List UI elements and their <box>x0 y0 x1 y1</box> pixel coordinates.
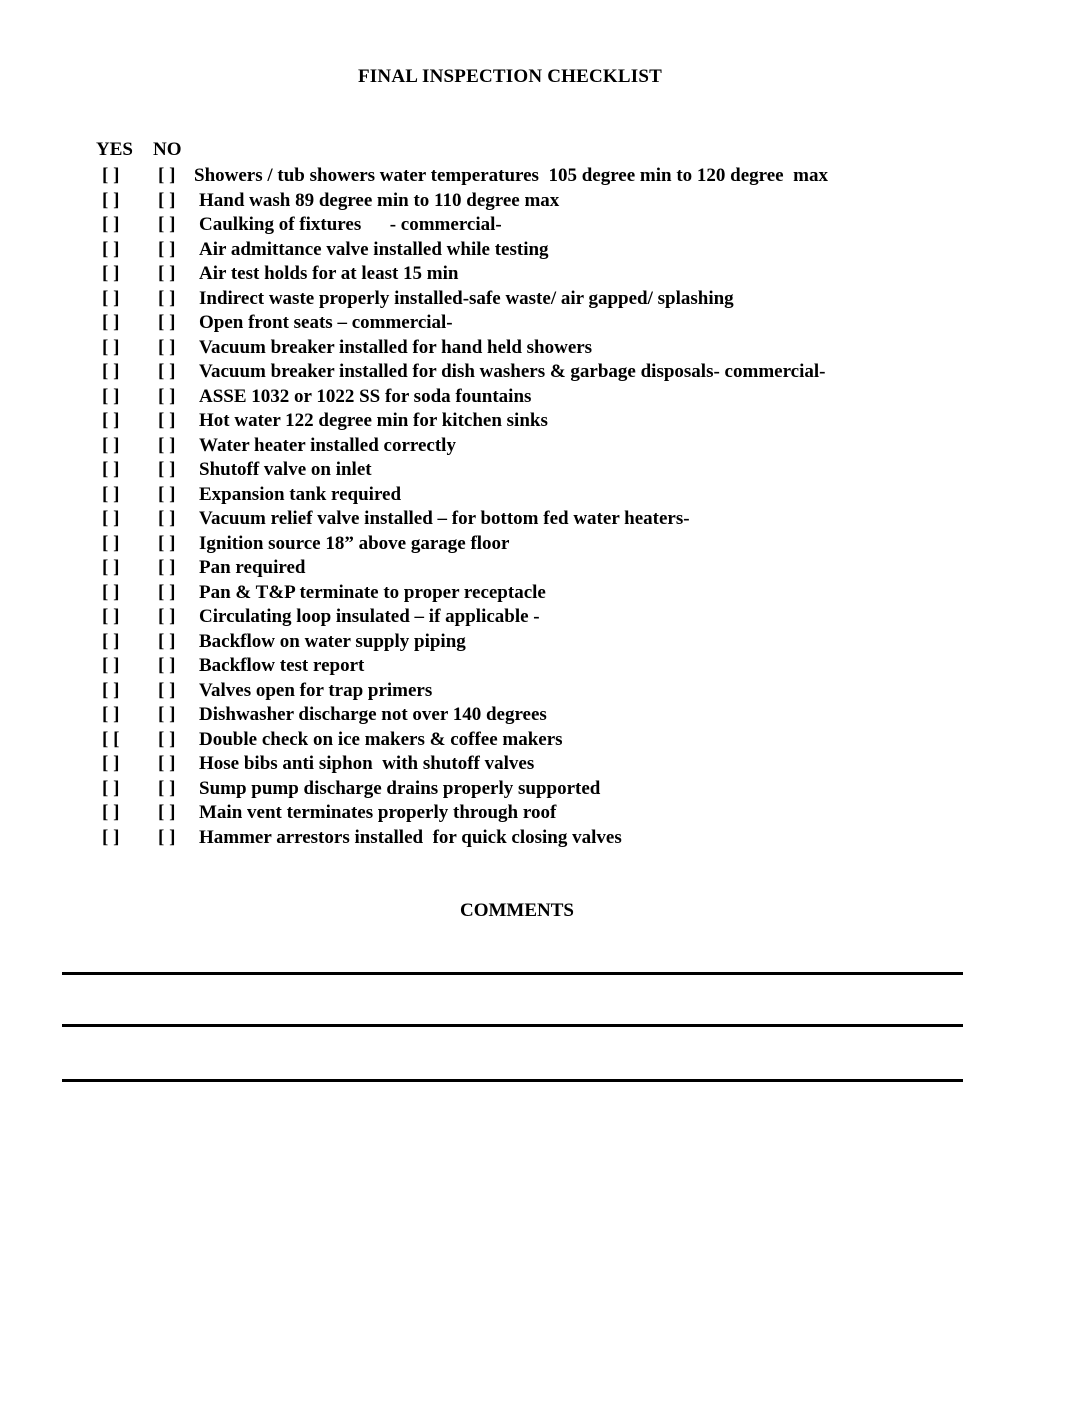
yes-checkbox[interactable]: [ ] <box>102 214 120 235</box>
checklist-item <box>0 287 1088 312</box>
yes-checkbox[interactable]: [ ] <box>102 655 120 676</box>
yes-checkbox[interactable]: [ ] <box>102 483 120 505</box>
checklist-item-label: Main vent terminates properly through roof <box>199 802 557 823</box>
checklist-item-label: Water heater installed correctly <box>199 434 456 456</box>
yes-checkbox[interactable]: [ ] <box>102 287 120 309</box>
checklist-item <box>0 409 1088 434</box>
checklist-item-label: Shutoff valve on inlet <box>199 459 372 480</box>
no-checkbox[interactable]: [ ] <box>158 777 176 799</box>
yes-checkbox[interactable]: [ ] <box>102 679 120 701</box>
no-checkbox[interactable]: [ ] <box>158 189 176 211</box>
yes-checkbox[interactable]: [ ] <box>102 410 120 431</box>
no-checkbox[interactable]: [ ] <box>158 361 176 382</box>
no-checkbox[interactable]: [ ] <box>158 557 176 578</box>
checklist-item <box>0 189 1088 214</box>
checklist-item-label: Dishwasher discharge not over 140 degrees <box>199 704 547 725</box>
no-checkbox[interactable]: [ ] <box>158 238 176 260</box>
checklist-item-label: Double check on ice makers & coffee makers <box>199 728 563 750</box>
no-checkbox[interactable]: [ ] <box>158 263 176 284</box>
no-checkbox[interactable]: [ ] <box>158 704 176 725</box>
checklist-item-label: Indirect waste properly installed-safe waste/ air gapped/ splashing <box>199 287 734 309</box>
checklist-item-label: Ignition source 18” above garage floor <box>199 532 510 554</box>
yes-checkbox[interactable]: [ ] <box>102 165 120 186</box>
yes-checkbox[interactable]: [ ] <box>102 581 120 603</box>
checklist-item-label: Showers / tub showers water temperatures 105 degree min to 120 degree max <box>194 165 828 186</box>
checklist-item <box>0 605 1088 630</box>
no-checkbox[interactable]: [ ] <box>158 728 176 750</box>
comment-line[interactable] <box>62 1024 963 1027</box>
yes-checkbox[interactable]: [ ] <box>102 263 120 284</box>
no-checkbox[interactable]: [ ] <box>158 655 176 676</box>
yes-checkbox[interactable]: [ ] <box>102 361 120 382</box>
checklist-item <box>0 581 1088 606</box>
checklist-item <box>0 360 1088 385</box>
no-checkbox[interactable]: [ ] <box>158 802 176 823</box>
yes-checkbox[interactable]: [ ] <box>102 336 120 358</box>
checklist-item-label: Air test holds for at least 15 min <box>199 263 459 284</box>
checklist-item-label: Hammer arrestors installed for quick closing valves <box>199 826 622 848</box>
checklist-item <box>0 728 1088 753</box>
checklist-item <box>0 556 1088 581</box>
checklist-item <box>0 262 1088 287</box>
checklist-item <box>0 238 1088 263</box>
no-checkbox[interactable]: [ ] <box>158 606 176 627</box>
comment-line[interactable] <box>62 1079 963 1082</box>
yes-checkbox[interactable]: [ ] <box>102 606 120 627</box>
checklist-item-label: Expansion tank required <box>199 483 402 505</box>
checklist-item-label: Hand wash 89 degree min to 110 degree max <box>199 189 560 211</box>
checklist-item <box>0 630 1088 655</box>
no-checkbox[interactable]: [ ] <box>158 630 176 652</box>
checklist-item-label: Pan required <box>199 557 306 578</box>
checklist-item <box>0 654 1088 679</box>
checklist-item <box>0 385 1088 410</box>
checklist-item <box>0 801 1088 826</box>
checklist-item-label: Sump pump discharge drains properly supported <box>199 777 601 799</box>
checklist-item <box>0 213 1088 238</box>
no-checkbox[interactable]: [ ] <box>158 385 176 407</box>
yes-checkbox[interactable]: [ ] <box>102 312 120 333</box>
checklist-item-label: Air admittance valve installed while testing <box>199 238 549 260</box>
yes-checkbox[interactable]: [ ] <box>102 459 120 480</box>
checklist-item-label: Caulking of fixtures - commercial- <box>199 214 502 235</box>
yes-checkbox[interactable]: [ ] <box>102 630 120 652</box>
checklist-item-label: Circulating loop insulated – if applicable - <box>199 606 540 627</box>
no-checkbox[interactable]: [ ] <box>158 508 176 529</box>
no-checkbox[interactable]: [ ] <box>158 214 176 235</box>
checklist-item <box>0 336 1088 361</box>
yes-checkbox[interactable]: [ ] <box>102 826 120 848</box>
yes-checkbox[interactable]: [ ] <box>102 557 120 578</box>
checklist-item-label: Open front seats – commercial- <box>199 312 453 333</box>
no-checkbox[interactable]: [ ] <box>158 679 176 701</box>
checklist-item <box>0 777 1088 802</box>
inspection-checklist <box>0 164 1088 850</box>
no-column-header: NO <box>153 139 182 160</box>
yes-column-header: YES <box>96 139 133 160</box>
checklist-item <box>0 826 1088 851</box>
checklist-item <box>0 532 1088 557</box>
yes-checkbox[interactable]: [ ] <box>102 508 120 529</box>
checklist-item-label: Hose bibs anti siphon with shutoff valves <box>199 753 535 774</box>
no-checkbox[interactable]: [ ] <box>158 581 176 603</box>
checklist-item <box>0 752 1088 777</box>
checklist-item <box>0 703 1088 728</box>
checklist-item <box>0 507 1088 532</box>
checklist-item-label: Vacuum breaker installed for hand held showers <box>199 336 593 358</box>
no-checkbox[interactable]: [ ] <box>158 483 176 505</box>
checklist-item-label: Hot water 122 degree min for kitchen sinks <box>199 410 548 431</box>
yes-checkbox[interactable]: [ ] <box>102 777 120 799</box>
comments-heading: COMMENTS <box>460 900 574 921</box>
checklist-item <box>0 679 1088 704</box>
yes-checkbox[interactable]: [ ] <box>102 189 120 211</box>
checklist-item <box>0 164 1088 189</box>
checklist-item <box>0 483 1088 508</box>
page-title: FINAL INSPECTION CHECKLIST <box>358 66 662 87</box>
yes-checkbox[interactable]: [ [ <box>102 728 120 750</box>
checklist-item-label: Pan & T&P terminate to proper receptacle <box>199 581 546 603</box>
no-checkbox[interactable]: [ ] <box>158 287 176 309</box>
checklist-item-label: ASSE 1032 or 1022 SS for soda fountains <box>199 385 532 407</box>
no-checkbox[interactable]: [ ] <box>158 532 176 554</box>
no-checkbox[interactable]: [ ] <box>158 410 176 431</box>
yes-checkbox[interactable]: [ ] <box>102 385 120 407</box>
comment-line[interactable] <box>62 972 963 975</box>
checklist-item-label: Backflow test report <box>199 655 365 676</box>
no-checkbox[interactable]: [ ] <box>158 336 176 358</box>
no-checkbox[interactable]: [ ] <box>158 434 176 456</box>
no-checkbox[interactable]: [ ] <box>158 826 176 848</box>
checklist-item <box>0 434 1088 459</box>
checklist-item <box>0 311 1088 336</box>
yes-checkbox[interactable]: [ ] <box>102 434 120 456</box>
checklist-item <box>0 458 1088 483</box>
checklist-item-label: Valves open for trap primers <box>199 679 433 701</box>
yes-checkbox[interactable]: [ ] <box>102 802 120 823</box>
no-checkbox[interactable]: [ ] <box>158 165 176 186</box>
yes-checkbox[interactable]: [ ] <box>102 704 120 725</box>
yes-checkbox[interactable]: [ ] <box>102 753 120 774</box>
checklist-item-label: Vacuum relief valve installed – for bottom fed water heaters- <box>199 508 690 529</box>
no-checkbox[interactable]: [ ] <box>158 753 176 774</box>
yes-checkbox[interactable]: [ ] <box>102 532 120 554</box>
checklist-item-label: Vacuum breaker installed for dish washers & garbage disposals- commercial- <box>199 361 826 382</box>
checklist-item-label: Backflow on water supply piping <box>199 630 466 652</box>
yes-checkbox[interactable]: [ ] <box>102 238 120 260</box>
no-checkbox[interactable]: [ ] <box>158 312 176 333</box>
no-checkbox[interactable]: [ ] <box>158 459 176 480</box>
